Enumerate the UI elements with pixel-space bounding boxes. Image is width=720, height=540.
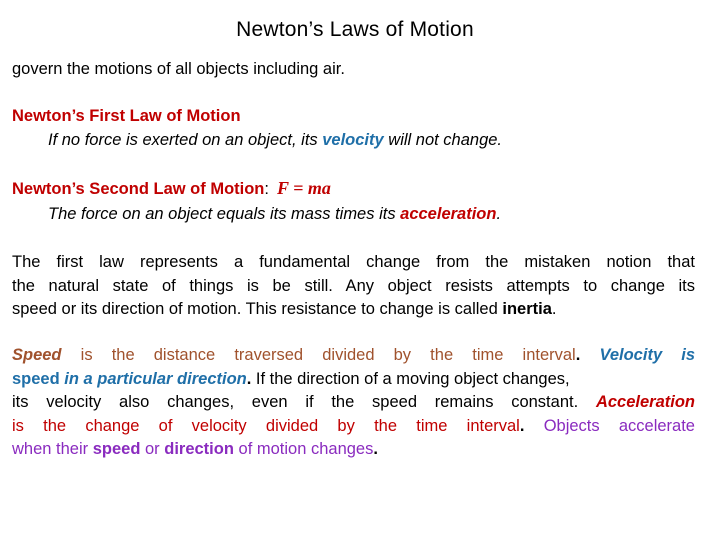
motion-changes-text: of motion changes (233, 440, 374, 458)
paragraph1-line3-text: speed or its direction of motion. This resistance to change is called (12, 300, 503, 318)
inertia-term: inertia (502, 300, 552, 318)
second-law-colon: : (264, 180, 269, 198)
period-2: . (246, 369, 252, 388)
velocity-def-direction: in a particular direction (59, 369, 247, 388)
second-law-heading: Newton’s Second Law of Motion (12, 180, 265, 198)
paragraph2-line2-rest: If the direction of a moving object changes, (251, 369, 570, 388)
paragraph-first-law-explanation (12, 251, 695, 322)
first-law-text-end: will not change. (383, 131, 503, 149)
speed-term-2: speed (92, 440, 141, 458)
first-law-heading: Newton’s First Law of Motion (12, 107, 241, 125)
slide-title: Newton’s Laws of Motion (236, 18, 474, 41)
when-their-text: when their (12, 440, 93, 458)
acceleration-term-2: Acceleration (595, 393, 695, 411)
velocity-def-speed: speed (12, 369, 60, 388)
acceleration-term: acceleration (400, 205, 497, 223)
or-text: or (140, 440, 165, 458)
formula-f-ma: F = ma (276, 178, 331, 198)
paragraph2-line1 (12, 344, 695, 368)
velocity-term-2: Velocity is (599, 346, 695, 364)
paragraph2-line3-text: its velocity also changes, even if the speed remains constant. (12, 393, 579, 411)
paragraph1-line2: the natural state of things is be still. Any object resists attempts to change its (12, 276, 695, 295)
direction-term: direction (164, 440, 234, 458)
paragraph1-line3-end: . (551, 300, 557, 318)
first-law-statement (48, 131, 502, 150)
second-law-text-end: . (496, 205, 502, 223)
paragraph2-line2 (12, 368, 695, 392)
period-4: . (373, 440, 378, 458)
second-law-statement (48, 205, 501, 224)
objects-accelerate-text: Objects accelerate (543, 416, 695, 435)
velocity-term: velocity (322, 131, 384, 149)
first-law-text: If no force is exerted on an object, its (48, 131, 323, 149)
paragraph1-line3 (12, 298, 695, 322)
paragraph2-line5 (12, 438, 695, 462)
paragraph2-line4 (12, 415, 695, 439)
period-1: . (575, 346, 581, 364)
second-law-text: The force on an object equals its mass times its (48, 205, 401, 223)
speed-definition: is the distance traversed divided by the time interval (61, 346, 576, 364)
paragraph1-line1: The first law represents a fundamental change from the mistaken notion that (12, 253, 695, 271)
period-3: . (519, 416, 525, 435)
second-law-heading-line (12, 178, 331, 199)
intro-line: govern the motions of all objects including air. (12, 60, 345, 78)
paragraph-definitions (12, 344, 695, 462)
speed-term: Speed (12, 346, 62, 364)
acceleration-definition: is the change of velocity divided by the time interval (12, 416, 520, 435)
paragraph2-line3 (12, 391, 695, 415)
